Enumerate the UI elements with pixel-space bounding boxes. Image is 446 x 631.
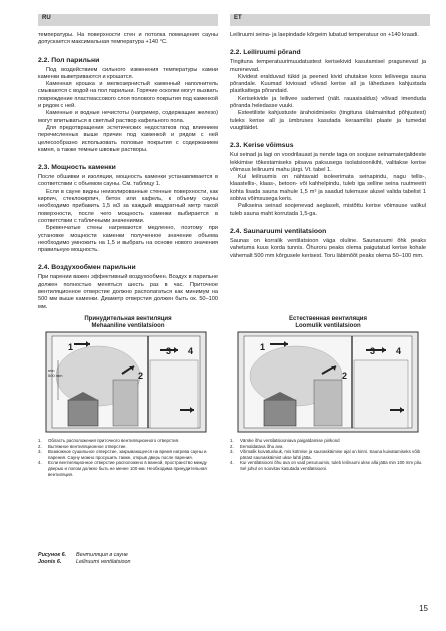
legend-ru [38, 438, 218, 477]
legend-item: 2. Eemaldatava õhu ava [230, 443, 283, 449]
et-paragraph: Esteetiliste kahjustuste ärahoidmiseks (tingituna ülalmainitud põhjustest) tuleks kerise all ja ümbruses kasutada keraamilisi plaate ja tumedat vuugitäidet. [230, 110, 426, 131]
figure-left-title-ru: Принудительная вентиляция [84, 316, 172, 322]
et-paragraph: Kui seinad ja lagi on voodrilauast ja nende taga on soojuse seinamaterjalideste lekkimise tõkestamiseks piisava paksusega isolatsioonikiht, valitakse kerise võimsus leiliruumi mahu järgi. Vt. tabel 1. [230, 152, 426, 173]
ru-paragraph: Для предотвращения эстетических недостатков под влиянием перечисленных выше причин под каменкой и рядом с ней целесообразно использовать половые покрытия с содержанием камня, а также темные швовые растворы. [38, 124, 218, 153]
ru-paragraph: После обшивки и изоляции, мощность каменки устанавливается в соответствии с объемом сауны. См. таблицу 1. [38, 174, 218, 188]
figure-right-title-et: Loomulik ventilatsioon [295, 323, 361, 329]
ru-section-2-3-title: 2.3. Мощность каменки [38, 164, 116, 172]
et-paragraph: Tingituna temperatuurimuudatustest kerisekivid kasutamisel pragunevad ja murenevad. [230, 59, 426, 73]
ru-paragraph: При парении важен эффективный воздухообмен. Воздух в парильне должен полностью меняться шесть раз в час. Приточное вентиляционное отверстие должно располагаться как минимум на 500 мм выше каменки. Диаметр отверстия должен быть ок. 50–100 мм. [38, 274, 218, 310]
legend-item: 3. Võimalik kuivatusluuk, mis kütmise ja saunaskäimise ajal on kinni. Sauna kuivatamiseks võib pärast saunaskäimist ukse lahti jätta. [230, 449, 421, 460]
et-paragraph: Kui leiliruumis on nähtavaid isoleerimata seinapindu, nagu tellis-, klaastellis-, klaas-, betoon- või kahhelpindu, tuleb iga selline seina ruutmeetri kohta lisada sauna mahule 1,5 m³ ja saadud tulemuse alusel valida tabelist 1 sobiva võimsusega keris. [230, 174, 426, 203]
figure-natural-ventilation [230, 316, 426, 435]
figure-right-label-2: 2 [342, 371, 348, 381]
min-500mm-label: min 500 mm [48, 368, 63, 378]
figure-right-label-3: 3 [370, 346, 376, 356]
figure-mechanical-ventilation [38, 316, 218, 435]
figure-right-title-ru: Естественная вентиляция [289, 316, 367, 322]
figure-left-label-1: 1 [68, 342, 74, 352]
page-number: 15 [419, 604, 428, 613]
legend-item: 2. Вытяжное вентиляционное отверстие. [38, 443, 127, 449]
figure-left-label-2: 2 [138, 371, 144, 381]
figure-right-label-1: 1 [260, 342, 266, 352]
figure-right-label-4: 4 [396, 346, 402, 356]
et-column [230, 32, 426, 260]
et-paragraph: Kerisekivide ja leilivee sademed (nält. rauasisaldus) võivad imenduda põranda heledasse vuuki. [230, 95, 426, 110]
et-language-tag: ET [234, 15, 242, 21]
et-section-2-3-title: 2.3. Kerise võimsus [230, 142, 294, 150]
legend-item: 4. Если вентиляционное отверстие расположено в ванной, пространство между дверью и полом должно быть не менее 100 мм. Необходима принудительная вентиляция. [38, 460, 207, 477]
ru-paragraph: Если в сауне видны неизолированные стенные поверхности, как кирпич, стеклокирпич, бетон или кафель, к объему сауны необходимо прибавить 1,5 м3 за каждый квадратный метр такой поверхности, после чего мощность каменки выбирается в соответствии с табличными значениями. [38, 188, 218, 224]
ru-intro: температуры. На поверхности стен и потолка помещения сауны допускается максимальная температура +140 °C. [38, 32, 218, 46]
figure-left-title-et: Mehaaniline ventilatsioon [91, 323, 165, 329]
et-section-2-4-title: 2.4. Saunaruumi ventilatsioon [230, 227, 327, 235]
et-section-2-2-title: 2.2. Leiliruumi põrand [230, 49, 301, 57]
et-paragraph: Saunas on korralik ventilatsioon väga oluline. Saunaruumi õhk peaks vahetuma kuus korda tunnis. Õhuroru peaks olema paigutatud kerise kohale vähemalt 500 mm kõrgusele kerisest. Toru läbimõõt peaks olema 50–100 mm. [230, 237, 426, 259]
legend-item: 3. Возможное сушильное отверстие, закрывающееся на время нагрева сауны и парения. Сауну можно просушить также, открыв дверь после парения. [38, 449, 207, 460]
et-paragraph: Palkseina seinad soojenevad aeglaselt, mistõttu kerise võimsuse valikul tuleb sauna maht korrutada 1,5-ga. [230, 203, 426, 217]
ru-paragraph: Каменная крошка и мелкозернистый каменный наполнитель смываются с водой на пол парильни. Горячие осколки могут вызвать повреждение пластмассового слоя полового покрытия под каменкой и рядом с ней. [38, 81, 218, 110]
ru-section-2-4-title: 2.4. Воздухообмен парильни [38, 264, 136, 272]
et-intro: Leiliruumi seina- ja laepindade kõrgeim lubatud temperatuur on +140 kraadi. [230, 32, 419, 38]
ru-paragraph: Каменные и водные нечистоты (например, содержащие железо) могут впитываться в светлый раствор кафельного пола. [38, 110, 218, 124]
legend-et [230, 438, 426, 472]
ru-section-2-2-title: 2.2. Пол парильни [38, 56, 100, 64]
caption-label-et: Joonis 6. [38, 559, 62, 565]
legend-item: 4. Kui ventilatsiooni õhu ava on vaid pesuruumis, tuleb leiliruumi ukse alla jätta min 100 mm pilu. Sel juhul on soovitav kasutada ventilatsiooni. [230, 460, 423, 471]
ru-language-tag: RU [42, 15, 51, 21]
figure-left-label-3: 3 [166, 346, 172, 356]
caption-label-ru: Рисунок 6. [38, 552, 67, 558]
ru-paragraph: Под воздействием сильного изменения температуры камни каменки выветриваются и крошатся. [38, 66, 218, 80]
figure-left-label-4: 4 [188, 346, 194, 356]
ru-column [38, 32, 218, 311]
et-paragraph: Kividest eralduvad tükid ja peened kivid uhutakse koos leiliveega sauna põrandale. Kuumad kiviosad võivad kerise all ja läheduses kahjustada plastkattega põrandaid. [230, 73, 426, 95]
figure-caption [38, 552, 131, 566]
et-header-bar [230, 14, 430, 26]
caption-text-et: Leiliruumi ventilatsioon [76, 559, 131, 565]
caption-text-ru: Вентиляция в сауне [76, 552, 128, 558]
ru-paragraph: Бревенчатые стены нагреваются медленно, поэтому при установке мощности каменки полученное значение объема необходимо умножить на 1,5 и выбрать на основе нового значения правильную мощность. [38, 225, 218, 254]
ru-header-bar [38, 14, 218, 26]
legend-item: 1. Värske õhu ventilatsiooniava paigaldamise piirkond [230, 438, 340, 443]
legend-item: 1. Область расположения приточного вентиляционного отверстия. [38, 438, 180, 443]
